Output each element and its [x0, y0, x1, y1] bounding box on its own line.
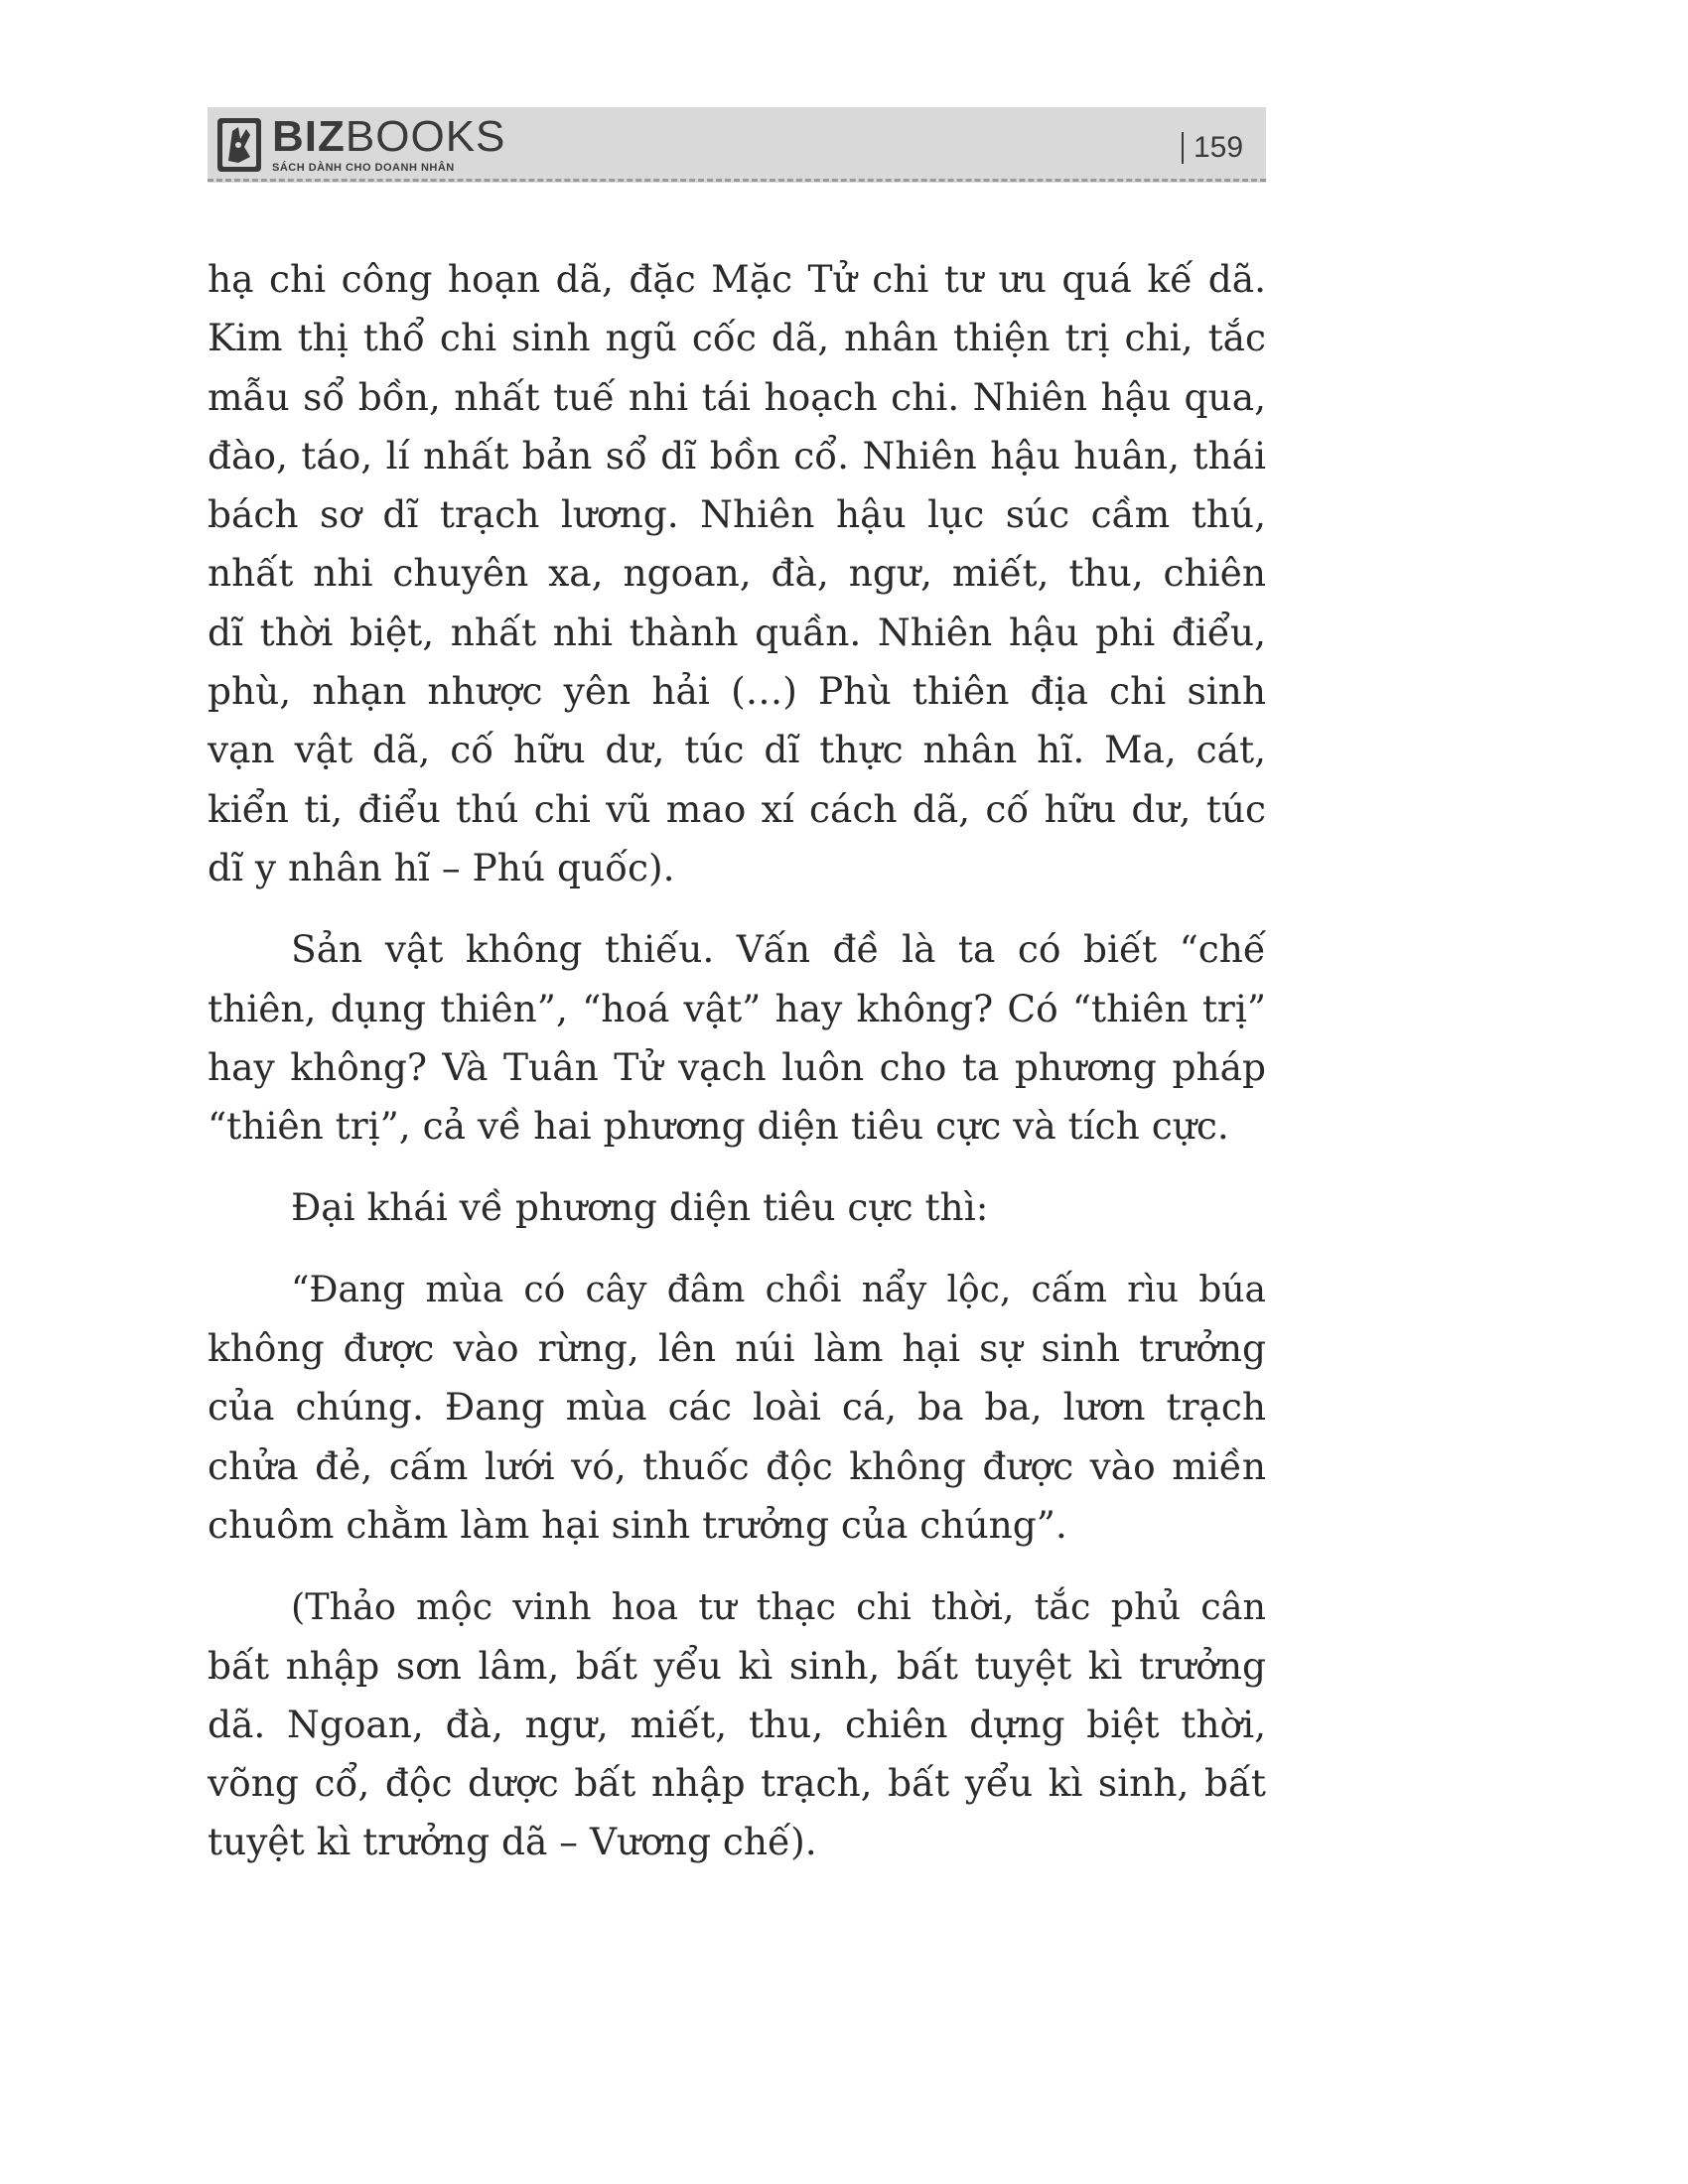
brand-name [272, 112, 506, 161]
paragraph [208, 920, 1266, 1156]
text-line: Đại khái về phương diện tiêu cực thì: [291, 1185, 989, 1230]
text-line: thiên, dụng thiên”, “hoá vật” hay không? Có “thiên trị” [208, 986, 1266, 1030]
brand-books: BOOKS [345, 112, 506, 161]
text-line: dã. Ngoan, đà, ngư, miết, thu, chiên dựng biệt thời, [208, 1702, 1266, 1746]
text-line: dĩ y nhân hĩ – Phú quốc). [208, 845, 675, 889]
text-line: tuyệt kì trưởng dã – Vương chế). [208, 1820, 817, 1864]
text-line: đào, táo, lí nhất bản sổ dĩ bồn cổ. Nhiên hậu huân, thái [208, 433, 1266, 478]
text-line: nhất nhi chuyên xa, ngoan, đà, ngư, miết, thu, chiên [208, 551, 1266, 596]
text-line: mẫu sổ bồn, nhất tuế nhi tái hoạch chi. Nhiên hậu qua, [208, 374, 1266, 419]
text-line: bách sơ dĩ trạch lương. Nhiên hậu lục súc cầm thú, [208, 492, 1266, 537]
brand-tagline: SÁCH DÀNH CHO DOANH NHÂN [272, 162, 455, 174]
body-text [208, 250, 1266, 1872]
paragraph [208, 1261, 1266, 1555]
text-line: kiển ti, điểu thú chi vũ mao xí cách dã, cố hữu dư, túc [208, 786, 1266, 831]
page-number-value: 159 [1194, 131, 1244, 164]
paragraph-gap [208, 1238, 1266, 1261]
text-line: (Thảo mộc vinh hoa tư thạc chi thời, tắc phủ cân [291, 1585, 1266, 1629]
text-line: phù, nhạn nhược yên hải (…) Phù thiên địa chi sinh [208, 669, 1266, 714]
text-line: vạn vật dã, cố hữu dư, túc dĩ thực nhân hĩ. Ma, cát, [208, 728, 1266, 772]
text-line: hạ chi công hoạn dã, đặc Mặc Tử chi tư ưu quá kế dã. [208, 257, 1266, 301]
text-line: Sản vật không thiếu. Vấn đề là ta có biết “chế [291, 927, 1266, 972]
text-line: hay không? Và Tuân Tử vạch luôn cho ta phương pháp [208, 1044, 1266, 1089]
paragraph [208, 1577, 1266, 1871]
bizbooks-emblem-icon [216, 117, 262, 173]
paragraph-gap [208, 897, 1266, 920]
text-line: Kim thị thổ chi sinh ngũ cốc dã, nhân thiện trị chi, tắc [208, 316, 1266, 360]
text-line: dĩ thời biệt, nhất nhi thành quần. Nhiên hậu phi điểu, [208, 610, 1266, 654]
text-line: võng cổ, độc dược bất nhập trạch, bất yểu kì sinh, bất [208, 1761, 1266, 1806]
text-line: “thiên trị”, cả về hai phương diện tiêu cực và tích cực. [208, 1104, 1229, 1149]
page-number-separator [1182, 132, 1184, 164]
paragraph [208, 250, 1266, 897]
publisher-logo [216, 112, 506, 174]
text-line: bất nhập sơn lâm, bất yểu kì sinh, bất tuyệt kì trưởng [208, 1643, 1266, 1688]
paragraph-gap [208, 1156, 1266, 1178]
text-line: chửa đẻ, cấm lưới vó, thuốc độc không được vào miền [208, 1443, 1266, 1488]
text-line: không được vào rừng, lên núi làm hại sự sinh trưởng [208, 1326, 1266, 1371]
text-line: của chúng. Đang mùa các loài cá, ba ba, lươn trạch [208, 1385, 1266, 1430]
text-line: “Đang mùa có cây đâm chồi nẩy lộc, cấm rìu búa [291, 1269, 1266, 1310]
brand-biz: BIZ [272, 112, 346, 161]
paragraph [208, 1178, 1266, 1237]
page-number [1182, 131, 1243, 165]
header-dashed-rule [208, 179, 1266, 182]
paragraph-gap [208, 1555, 1266, 1577]
text-line: chuôm chằm làm hại sinh trưởng của chúng”. [208, 1502, 1067, 1547]
